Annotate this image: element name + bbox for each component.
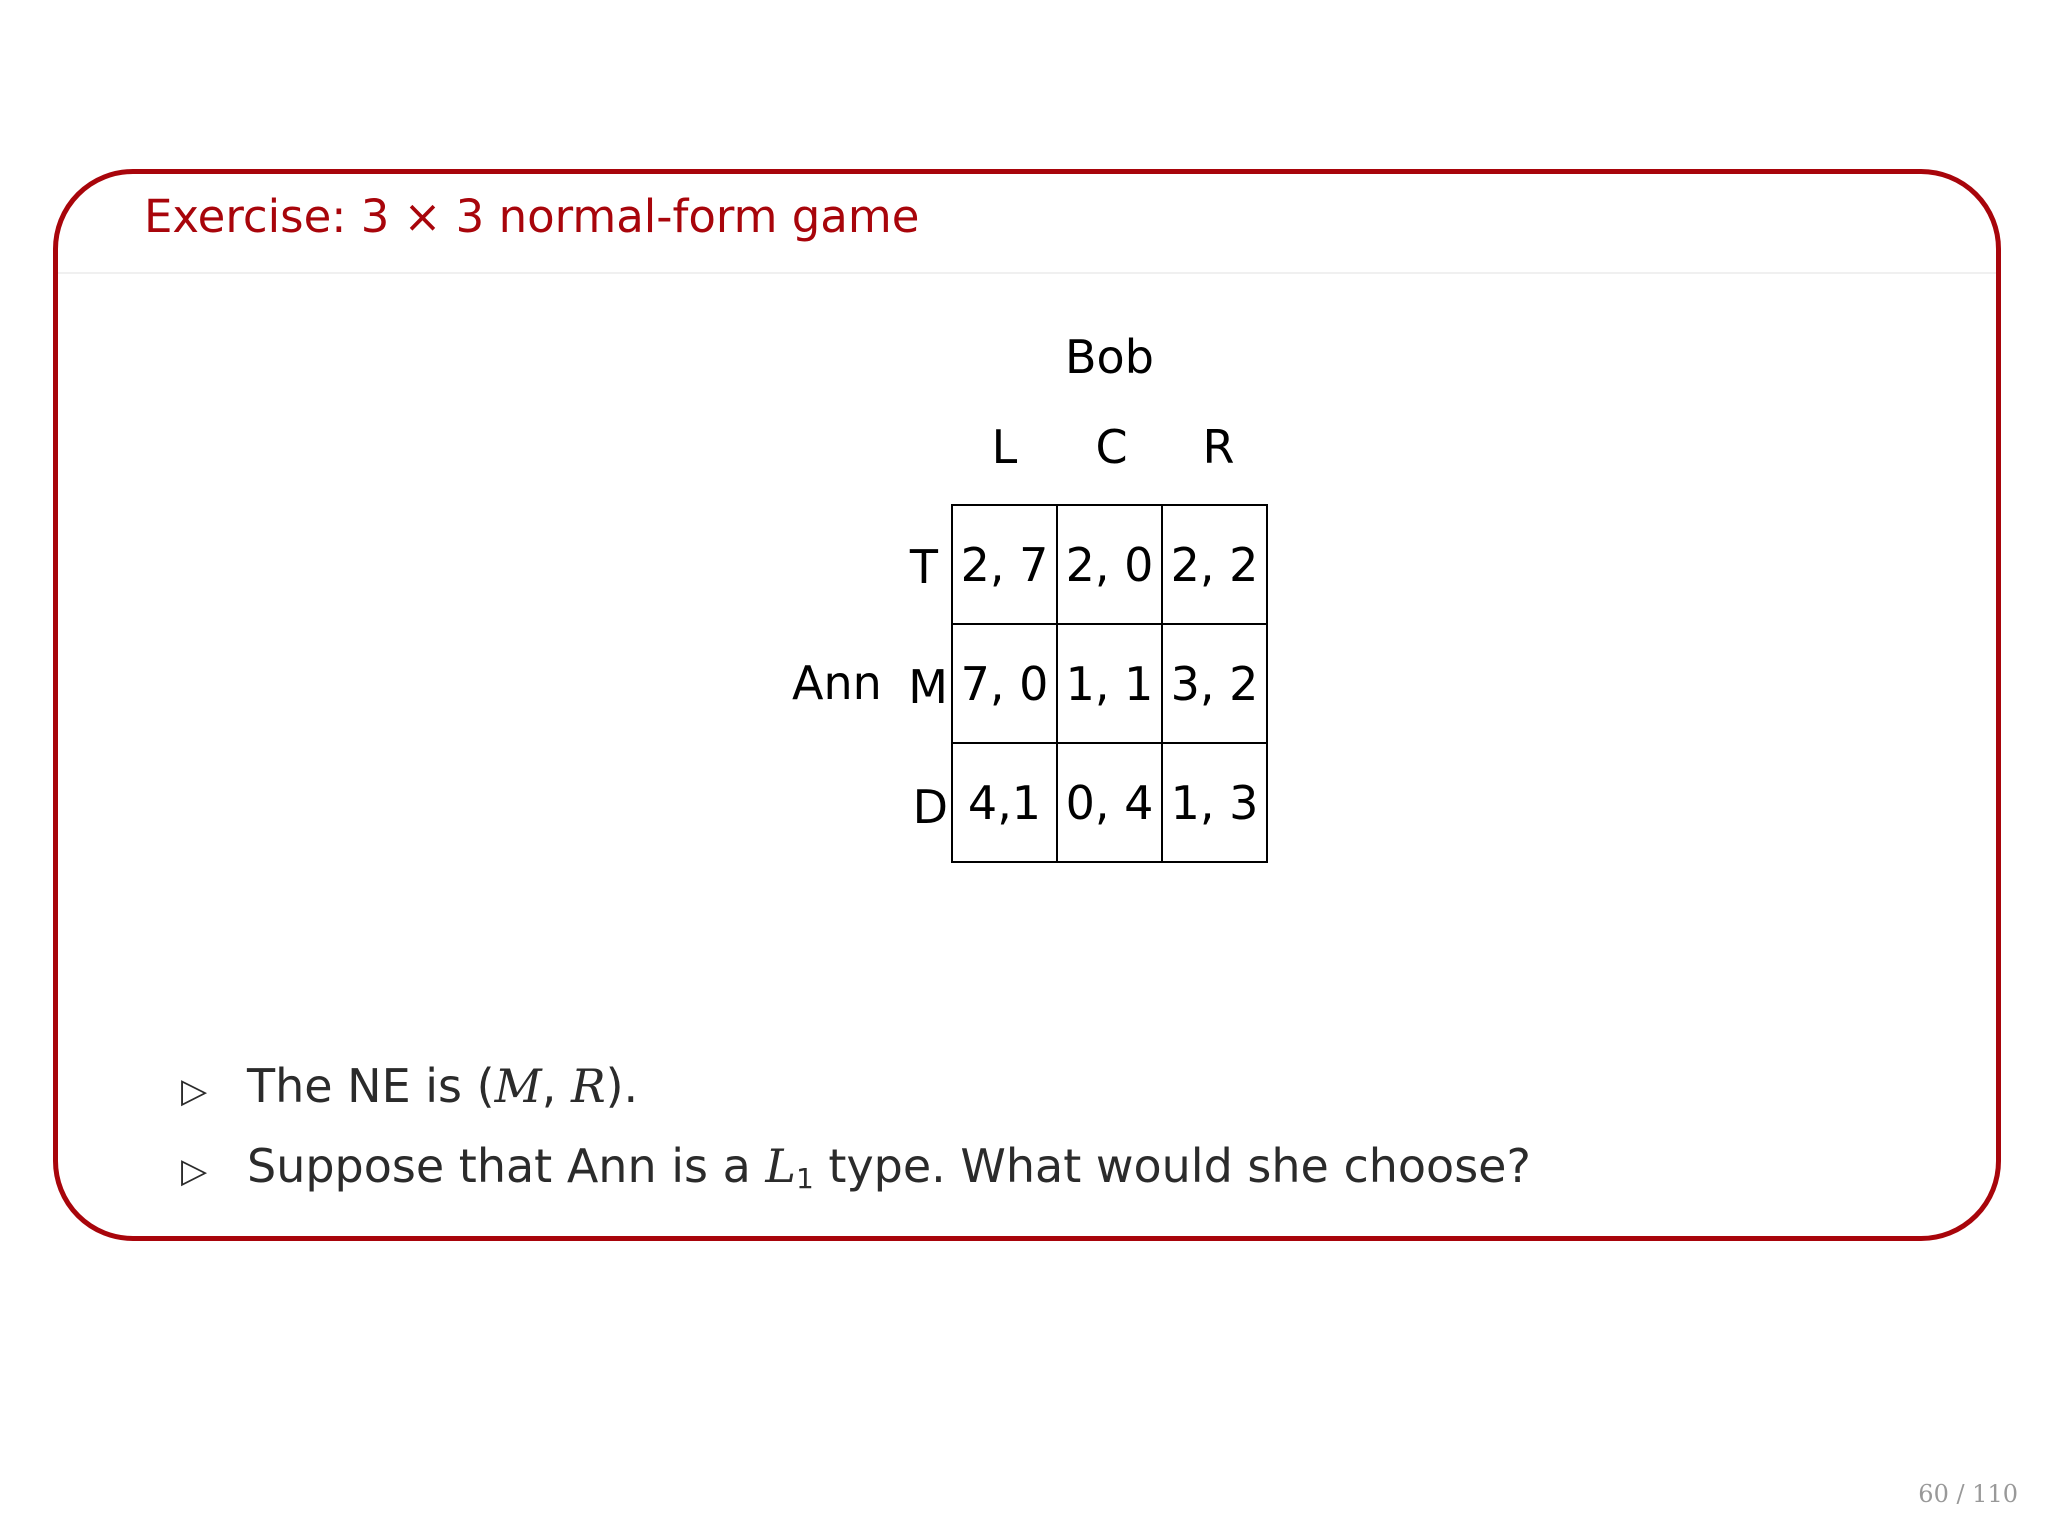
payoff-cell-m-r: 3, 2 [1162,624,1267,743]
triangle-bullet-icon: ▷ [181,1071,208,1111]
bullet-text-suffix: ). [605,1059,639,1113]
math-m: M [494,1059,542,1113]
list-item [181,1126,1531,1206]
column-label-r: R [1202,420,1235,474]
math-r: R [570,1059,606,1113]
payoff-table [951,504,1268,863]
row-player-label: Ann [792,656,882,710]
payoff-cell-t-r: 2, 2 [1162,505,1267,624]
bullet-text-suffix: type. What would she choose? [813,1139,1531,1193]
table-row [952,624,1267,743]
payoff-cell-m-c: 1, 1 [1057,624,1162,743]
table-row [952,505,1267,624]
row-label-m: M [908,660,948,714]
math-l: L [765,1139,796,1193]
column-player-label: Bob [1065,330,1154,384]
exercise-frame [53,169,2001,1241]
bullet-text-prefix: The NE is ( [247,1059,495,1113]
column-label-l: L [991,420,1018,474]
payoff-cell-m-l: 7, 0 [952,624,1057,743]
bullet-list [181,1046,1531,1206]
payoff-cell-d-r: 1, 3 [1162,743,1267,862]
triangle-bullet-icon: ▷ [181,1151,208,1191]
payoff-cell-d-c: 0, 4 [1057,743,1162,862]
column-label-c: C [1095,420,1128,474]
bullet-text-prefix: Suppose that Ann is a [247,1139,766,1193]
payoff-cell-t-c: 2, 0 [1057,505,1162,624]
table-row [952,743,1267,862]
list-item [181,1046,1531,1126]
payoff-cell-d-l: 4,1 [952,743,1057,862]
math-subscript: 1 [795,1162,814,1195]
row-label-d: D [912,780,948,834]
row-label-t: T [909,540,938,594]
frame-title: Exercise: 3 × 3 normal-form game [144,190,920,243]
math-separator: , [541,1059,571,1113]
page-number: 60 / 110 [1918,1480,2018,1508]
payoff-cell-t-l: 2, 7 [952,505,1057,624]
